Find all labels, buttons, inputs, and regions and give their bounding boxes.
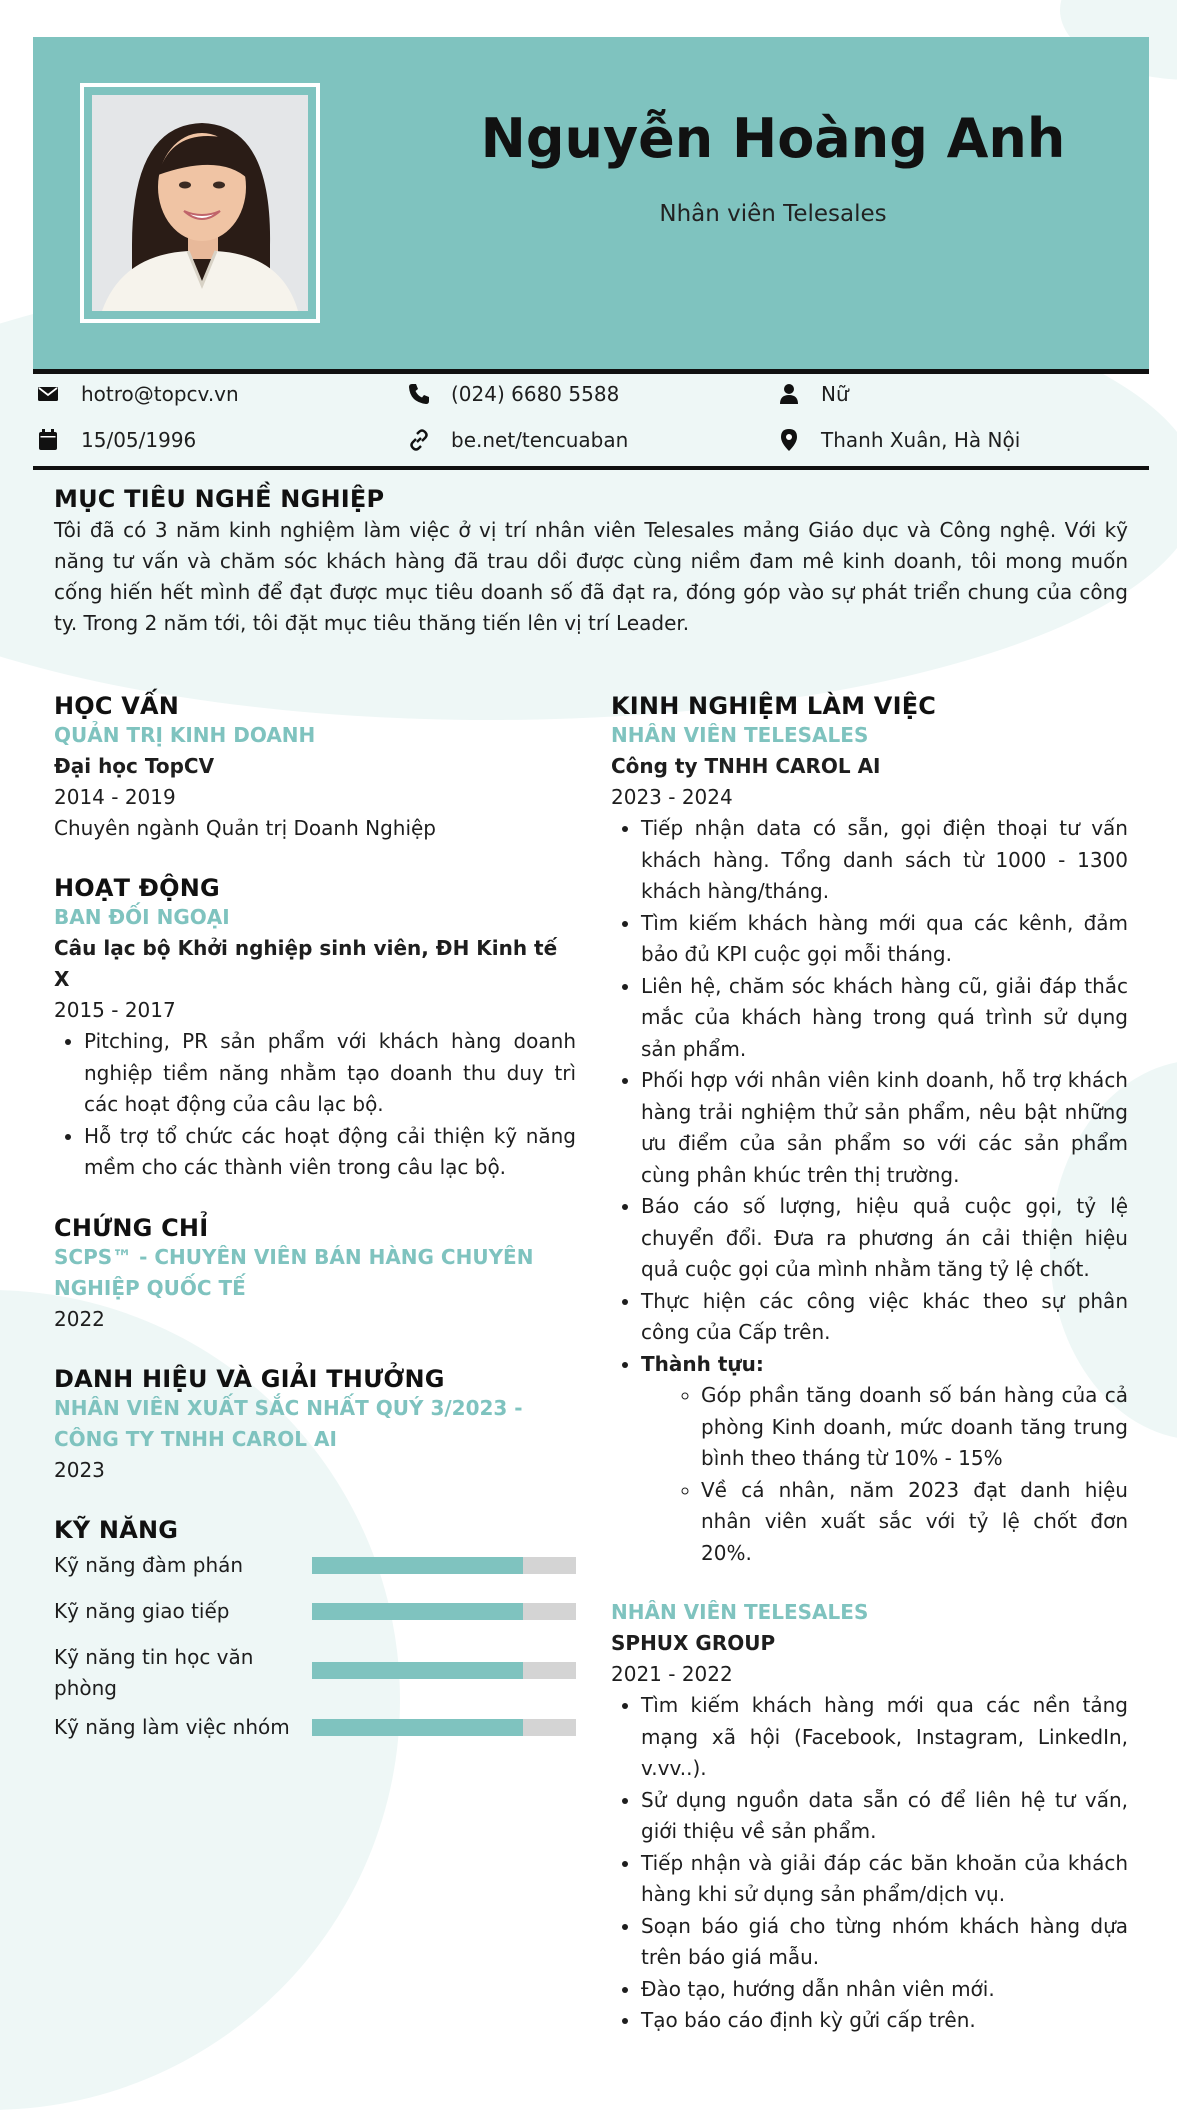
list-item: ◦ Góp phần tăng doanh số bán hàng của cả phòng Kinh doanh, mức doanh tăng trung bình theo tháng từ 10% - 15% (701, 1380, 1128, 1475)
skill-bar (312, 1603, 576, 1620)
list-item: • Tìm kiếm khách hàng mới qua các nền tảng mạng xã hội (Facebook, Instagram, LinkedIn, v.vv..). (641, 1690, 1128, 1785)
skill-name: Kỹ năng làm việc nhóm (54, 1714, 290, 1739)
birthday-value: 15/05/1996 (81, 428, 197, 452)
candidate-name: Nguyễn Hoàng Anh (480, 107, 1066, 170)
list-item: • Báo cáo số lượng, hiệu quả cuộc gọi, tỷ lệ chuyển đổi. Đưa ra phương án cải thiện hiệu quả cuộc gọi của mình nhằm tăng tỷ lệ chốt. (641, 1191, 1128, 1286)
skill-name: Kỹ năng giao tiếp (54, 1598, 230, 1623)
job-position: NHÂN VIÊN TELESALES (611, 1600, 869, 1624)
list-item: • Tiếp nhận data có sẵn, gọi điện thoại tư vấn khách hàng. Tổng danh sách từ 1000 - 1300 khách hàng/tháng. (641, 813, 1128, 908)
contact-info (33, 374, 1149, 470)
contact-birthday (37, 428, 196, 452)
list-item: • Hỗ trợ tổ chức các hoạt động cải thiện kỹ năng mềm cho các thành viên trong câu lạc bộ. (84, 1121, 576, 1184)
award-year: 2023 (54, 1457, 105, 1482)
achievements-item (641, 1349, 1128, 1570)
address-value: Thanh Xuân, Hà Nội (821, 428, 1021, 452)
skill-name: Kỹ năng tin học văn phòng (54, 1644, 254, 1700)
skill-row (54, 1550, 576, 1596)
user-icon (777, 382, 801, 406)
list-item: ◦ Về cá nhân, năm 2023 đạt danh hiệu nhân viên xuất sắc với tỷ lệ chốt đơn 20%. (701, 1475, 1128, 1570)
job-period: 2021 - 2022 (611, 1662, 733, 1686)
list-item: • Liên hệ, chăm sóc khách hàng cũ, giải đáp thắc mắc của khách hàng trong quá trình sử dụng sản phẩm. (641, 971, 1128, 1066)
contact-website (407, 428, 628, 452)
activity-bullets (54, 1026, 576, 1184)
job-position: NHÂN VIÊN TELESALES (611, 723, 869, 747)
objective-section (54, 485, 1128, 639)
profile-photo (92, 95, 308, 311)
list-item: • Tạo báo cáo định kỳ gửi cấp trên. (641, 2005, 1128, 2037)
award-name: NHÂN VIÊN XUẤT SẮC NHẤT QUÝ 3/2023 - CÔNG TY TNHH CAROL AI (54, 1395, 523, 1451)
avatar-illustration (92, 95, 308, 311)
left-column (54, 692, 576, 1758)
job-company: SPHUX GROUP (611, 1631, 776, 1655)
contact-email (37, 382, 239, 406)
envelope-icon (37, 382, 61, 406)
list-item: • Sử dụng nguồn data sẵn có để liên hệ tư vấn, giới thiệu về sản phẩm. (641, 1785, 1128, 1848)
skill-row (54, 1596, 576, 1642)
certificate-year: 2022 (54, 1306, 105, 1331)
section-title: KỸ NĂNG (54, 1515, 179, 1544)
education-section (54, 692, 576, 844)
list-item: • Phối hợp với nhân viên kinh doanh, hỗ trợ khách hàng trải nghiệm thử sản phẩm, nêu bật những ưu điểm của sản phẩm so với các sản phẩm cùng phân khúc trên thị trường. (641, 1065, 1128, 1191)
list-item: • Pitching, PR sản phẩm với khách hàng doanh nghiệp tiềm năng nhằm tạo doanh thu duy trì các hoạt động của câu lạc bộ. (84, 1026, 576, 1121)
skill-bar-fill (312, 1662, 523, 1679)
skill-bar (312, 1719, 576, 1736)
skill-bar (312, 1662, 576, 1679)
section-title: DANH HIỆU VÀ GIẢI THƯỞNG (54, 1364, 445, 1393)
contact-address (777, 428, 1020, 452)
list-item: • Thực hiện các công việc khác theo sự phân công của Cấp trên. (641, 1286, 1128, 1349)
job-entry (611, 720, 1128, 1569)
list-item: • Đào tạo, hướng dẫn nhân viên mới. (641, 1974, 1128, 2006)
awards-section (54, 1365, 576, 1486)
link-icon (407, 428, 431, 452)
education-major: QUẢN TRỊ KINH DOANH (54, 723, 316, 747)
phone-icon (407, 382, 431, 406)
list-item: • Tìm kiếm khách hàng mới qua các kênh, đảm bảo đủ KPI cuộc gọi mỗi tháng. (641, 908, 1128, 971)
skill-row (54, 1642, 576, 1712)
skill-name: Kỹ năng đàm phán (54, 1552, 244, 1577)
skill-bar-fill (312, 1719, 523, 1736)
achievements-list (641, 1380, 1128, 1569)
email-value: hotro@topcv.vn (81, 382, 239, 406)
activities-section (54, 874, 576, 1184)
achievements-label: Thành tựu: (641, 1351, 764, 1376)
experience-section (611, 692, 1128, 2037)
section-title: KINH NGHIỆM LÀM VIỆC (611, 692, 937, 720)
certificate-name: SCPS™ - CHUYÊN VIÊN BÁN HÀNG CHUYÊN NGHIỆP QUỐC TẾ (54, 1244, 534, 1300)
calendar-icon (37, 428, 61, 452)
activity-period: 2015 - 2017 (54, 998, 176, 1022)
section-title: HỌC VẤN (54, 692, 180, 720)
job-period: 2023 - 2024 (611, 785, 733, 809)
skills-section (54, 1516, 576, 1758)
job-entry (611, 1597, 1128, 2037)
contact-gender (777, 382, 849, 406)
photo-frame (80, 83, 320, 323)
activity-role: BAN ĐỐI NGOẠI (54, 905, 230, 929)
section-title: HOẠT ĐỘNG (54, 874, 220, 902)
map-pin-icon (777, 428, 801, 452)
certificates-section (54, 1214, 576, 1335)
contact-phone (407, 382, 619, 406)
skill-bar-fill (312, 1557, 523, 1574)
header-banner (33, 37, 1149, 374)
gender-value: Nữ (821, 382, 849, 406)
section-title: CHỨNG CHỈ (54, 1213, 209, 1242)
activity-org: Câu lạc bộ Khởi nghiệp sinh viên, ĐH Kinh tế X (54, 936, 558, 991)
list-item: • Tiếp nhận và giải đáp các băn khoăn của khách hàng khi sử dụng sản phẩm/dịch vụ. (641, 1848, 1128, 1911)
education-detail: Chuyên ngành Quản trị Doanh Nghiệp (54, 816, 437, 840)
skill-bar (312, 1557, 576, 1574)
candidate-title: Nhân viên Telesales (659, 201, 887, 227)
resume (33, 37, 1149, 470)
phone-value: (024) 6680 5588 (451, 382, 620, 406)
website-value[interactable]: be.net/tencuaban (451, 428, 629, 452)
skill-bar-fill (312, 1603, 523, 1620)
objective-text: Tôi đã có 3 năm kinh nghiệm làm việc ở vị trí nhân viên Telesales mảng Giáo dục và Công nghệ. Với kỹ năng tư vấn và chăm sóc khách hàng đã trau dồi được cùng niềm đam mê kinh doanh, tôi mong muốn cống hiến hết mình để đạt được mục tiêu doanh số đã đạt ra, đóng góp vào sự phát triển chung của công ty. Trong 2 năm tới, tôi đặt mục tiêu thăng tiến lên vị trí Leader. (54, 518, 1128, 635)
job-company: Công ty TNHH CAROL AI (611, 754, 881, 778)
list-item: • Soạn báo giá cho từng nhóm khách hàng dựa trên báo giá mẫu. (641, 1911, 1128, 1974)
job-bullets (611, 813, 1128, 1569)
job-bullets (611, 1690, 1128, 2037)
education-school: Đại học TopCV (54, 754, 215, 778)
skill-row (54, 1712, 576, 1758)
section-title: MỤC TIÊU NGHỀ NGHIỆP (54, 485, 385, 513)
education-period: 2014 - 2019 (54, 785, 176, 809)
